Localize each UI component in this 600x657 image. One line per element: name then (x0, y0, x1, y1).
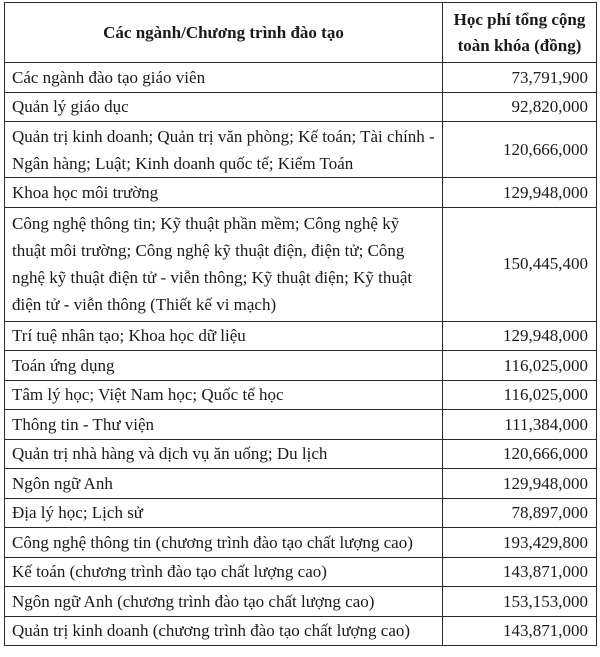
table-row (5, 321, 597, 351)
fee-cell: 120,666,000 (443, 439, 597, 469)
table-row (5, 178, 597, 208)
program-cell: Toán ứng dụng (5, 351, 443, 381)
tuition-table-container (4, 2, 596, 646)
program-cell: Thông tin - Thư viện (5, 410, 443, 440)
program-cell: Quản lý giáo dục (5, 92, 443, 122)
fee-cell: 78,897,000 (443, 498, 597, 528)
fee-cell: 129,948,000 (443, 469, 597, 499)
table-row (5, 380, 597, 410)
program-cell: Quản trị kinh doanh; Quản trị văn phòng; Kế toán; Tài chính - Ngân hàng; Luật; Kinh doanh quốc tế; Kiểm Toán (5, 122, 443, 178)
program-cell: Trí tuệ nhân tạo; Khoa học dữ liệu (5, 321, 443, 351)
table-row (5, 528, 597, 558)
fee-column-header: Học phí tổng cộng toàn khóa (đồng) (443, 3, 597, 63)
table-row (5, 587, 597, 617)
tuition-table (4, 2, 597, 646)
program-cell: Quản trị kinh doanh (chương trình đào tạo chất lượng cao) (5, 616, 443, 646)
table-row (5, 351, 597, 381)
table-row (5, 92, 597, 122)
table-row (5, 63, 597, 93)
table-row (5, 122, 597, 178)
program-cell: Quản trị nhà hàng và dịch vụ ăn uống; Du lịch (5, 439, 443, 469)
fee-cell: 129,948,000 (443, 178, 597, 208)
program-cell: Địa lý học; Lịch sử (5, 498, 443, 528)
program-cell: Công nghệ thông tin; Kỹ thuật phần mềm; Công nghệ kỹ thuật môi trường; Công nghệ kỹ thuật điện, điện tử; Công nghệ kỹ thuật điện tử - viễn thông; Kỹ thuật điện; Kỹ thuật điện tử - viễn thông (Thiết kế vi mạch) (5, 207, 443, 321)
fee-cell: 120,666,000 (443, 122, 597, 178)
fee-cell: 116,025,000 (443, 380, 597, 410)
fee-cell: 111,384,000 (443, 410, 597, 440)
program-cell: Kế toán (chương trình đào tạo chất lượng cao) (5, 557, 443, 587)
program-cell: Ngôn ngữ Anh (5, 469, 443, 499)
table-row (5, 469, 597, 499)
program-cell: Khoa học môi trường (5, 178, 443, 208)
fee-cell: 92,820,000 (443, 92, 597, 122)
fee-cell: 73,791,900 (443, 63, 597, 93)
fee-cell: 129,948,000 (443, 321, 597, 351)
program-cell: Công nghệ thông tin (chương trình đào tạo chất lượng cao) (5, 528, 443, 558)
fee-cell: 143,871,000 (443, 557, 597, 587)
table-row (5, 557, 597, 587)
program-cell: Ngôn ngữ Anh (chương trình đào tạo chất lượng cao) (5, 587, 443, 617)
fee-cell: 193,429,800 (443, 528, 597, 558)
table-row (5, 498, 597, 528)
fee-cell: 153,153,000 (443, 587, 597, 617)
fee-cell: 116,025,000 (443, 351, 597, 381)
fee-cell: 143,871,000 (443, 616, 597, 646)
table-row (5, 207, 597, 321)
program-cell: Tâm lý học; Việt Nam học; Quốc tế học (5, 380, 443, 410)
fee-cell: 150,445,400 (443, 207, 597, 321)
table-header-row (5, 3, 597, 63)
table-row (5, 439, 597, 469)
program-cell: Các ngành đào tạo giáo viên (5, 63, 443, 93)
table-row (5, 616, 597, 646)
program-column-header: Các ngành/Chương trình đào tạo (5, 3, 443, 63)
table-row (5, 410, 597, 440)
